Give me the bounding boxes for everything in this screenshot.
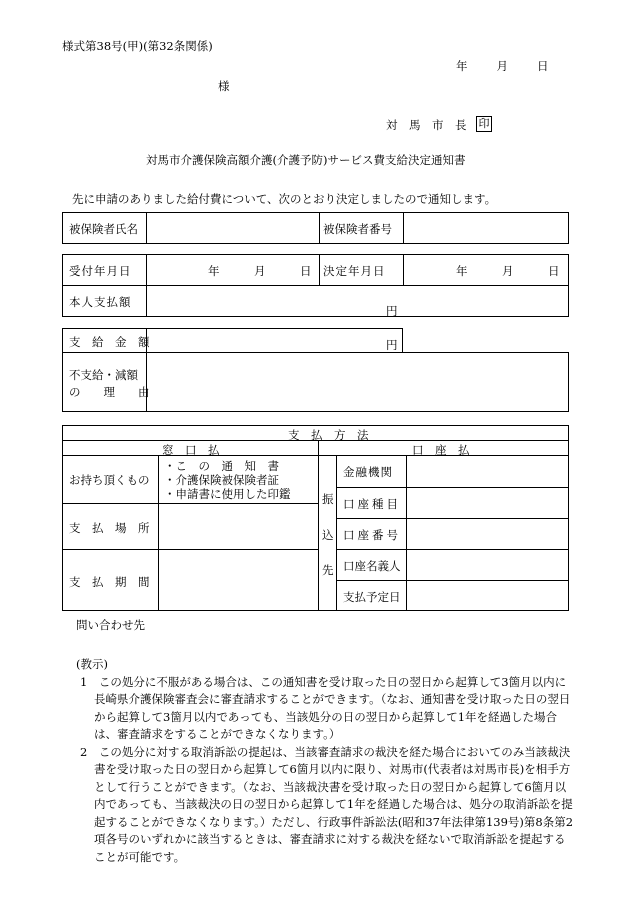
account-holder-label: 口座名義人 bbox=[343, 559, 401, 573]
payment-amount-yen: 円 bbox=[386, 338, 398, 352]
bring-items-label: お持ち頂くもの bbox=[69, 473, 150, 487]
insured-name-label: 被保険者氏名 bbox=[69, 222, 138, 236]
decision-date-value: 年 月 日 bbox=[456, 264, 560, 278]
non-payment-label-1: 不支給・減額 bbox=[69, 368, 138, 382]
payment-amount-label: 支 給 金 額 bbox=[69, 335, 150, 349]
self-pay-label: 本人支払額 bbox=[69, 295, 132, 309]
insured-number-label: 被保険者番号 bbox=[323, 222, 392, 236]
document-title: 対馬市介護保険高額介護(介護予防)サービス費支給決定通知書 bbox=[146, 153, 466, 167]
form-number: 様式第38号(甲)(第32条関係) bbox=[62, 39, 213, 53]
payment-period-label: 支 払 期 間 bbox=[69, 575, 150, 589]
recipient-suffix: 様 bbox=[218, 79, 230, 93]
received-date-value: 年 月 日 bbox=[208, 264, 312, 278]
bring-item-3: ・申請書に使用した印鑑 bbox=[164, 487, 291, 501]
non-payment-label-2: の 理 由 bbox=[69, 385, 150, 399]
insured-table bbox=[62, 212, 569, 244]
transfer-label-2: 込 bbox=[322, 528, 334, 542]
bank-label: 金融機関 bbox=[343, 465, 393, 479]
notice-item-1: 1 この処分に不服がある場合は、この通知書を受け取った日の翌日から起算して3箇月以内に長崎県介護保険審査会に審査請求することができます。（なお、通知書を受け取った日の翌日から起算して3箇月以内であっても、当該処分の日の翌日から起算して1年を経過した場合は、審査請求をすることができなくなります。） bbox=[80, 674, 571, 741]
bring-item-2: ・介護保険被保険者証 bbox=[164, 473, 279, 487]
account-number-label: 口座番号 bbox=[343, 528, 401, 542]
notice-section bbox=[76, 656, 576, 866]
notice-item-2: 2 この処分に対する取消訴訟の提起は、当該審査請求の裁決を経た場合においてのみ当該裁決書を受け取った日の翌日から起算して6箇月以内に限り、対馬市(代表者は対馬市長)を相手方として行うことができます。（なお、当該裁決書を受け取った日の翌日から起算して6箇月以内であっても、当該裁決の日の翌日から起算して1年を経過した場合は、処分の取消訴訟を提起することができなくなります。）ただし、行政事件訴訟法(昭和37年法律第139号)第8条第2項各号のいずれかに該当するときは、審査請求に対する裁決を経ないで取消訴訟を提起することが可能です。 bbox=[80, 744, 574, 864]
bring-item-1: ・こ の 通 知 書 bbox=[164, 459, 279, 473]
payment-method-title: 支 払 方 法 bbox=[288, 428, 369, 442]
window-pay-header: 窓 口 払 bbox=[162, 443, 220, 457]
intro-text: 先に申請のありました給付費について、次のとおり決定しましたので通知します。 bbox=[72, 192, 497, 206]
transfer-label-3: 先 bbox=[322, 563, 334, 577]
seal-stamp: 印 bbox=[476, 116, 492, 132]
received-date-label: 受付年月日 bbox=[69, 264, 132, 278]
decision-date-label: 決定年月日 bbox=[323, 264, 386, 278]
notice-heading: (教示) bbox=[76, 657, 108, 671]
issuer: 対 馬 市 長 bbox=[386, 118, 467, 132]
account-type-label: 口座種目 bbox=[343, 497, 401, 511]
self-pay-yen: 円 bbox=[386, 304, 398, 318]
transfer-label-1: 振 bbox=[322, 492, 334, 506]
scheduled-payment-label: 支払予定日 bbox=[343, 590, 401, 604]
inquiry-label: 問い合わせ先 bbox=[76, 618, 145, 632]
account-pay-header: 口 座 払 bbox=[412, 443, 470, 457]
payment-place-label: 支 払 場 所 bbox=[69, 521, 150, 535]
date-label: 年 月 日 bbox=[456, 59, 551, 73]
